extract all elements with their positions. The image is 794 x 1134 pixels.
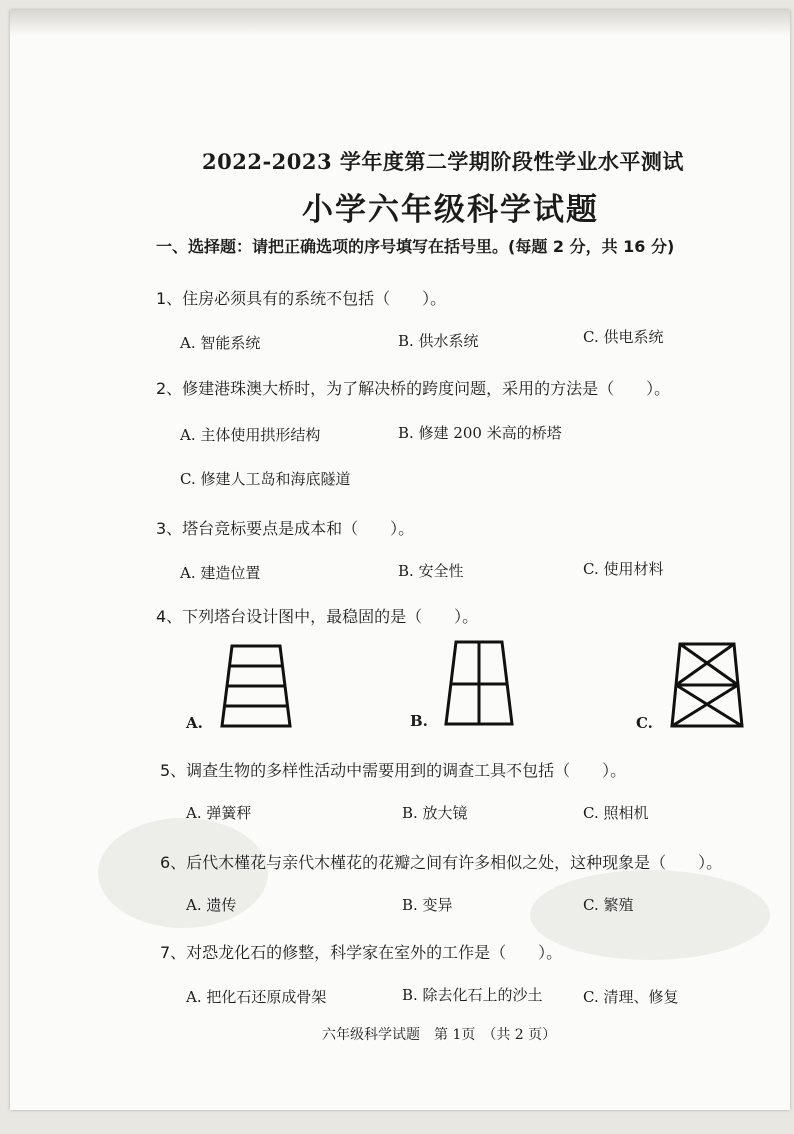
q4-option-c-label: C. (636, 714, 653, 732)
q2-option-a: A. 主体使用拱形结构 (180, 426, 321, 444)
question-3: 3、塔台竞标要点是成本和（ ）。 (156, 519, 415, 538)
paper-smudge (530, 870, 770, 960)
page-footer: 六年级科学试题 第 1页 （共 2 页） (322, 1027, 557, 1043)
q1-option-b: B. 供水系统 (398, 332, 479, 350)
q7-option-a: A. 把化石还原成骨架 (186, 988, 327, 1006)
tower-braced-frame-figure (666, 640, 748, 730)
q4-option-b-label: B. (410, 712, 428, 730)
question-2: 2、修建港珠澳大桥时，为了解决桥的跨度问题，采用的方法是（ ）。 (156, 379, 671, 398)
question-1: 1、住房必须具有的系统不包括（ ）。 (156, 289, 447, 308)
question-4: 4、下列塔台设计图中，最稳固的是（ ）。 (156, 607, 479, 626)
tower-cross-frame-figure (438, 638, 520, 728)
q5-option-b: B. 放大镜 (402, 804, 468, 822)
q3-option-b: B. 安全性 (398, 562, 464, 580)
q6-option-c: C. 繁殖 (583, 896, 634, 914)
q2-option-b: B. 修建 200 米高的桥塔 (398, 424, 562, 442)
subject-title: 小学六年级科学试题 (302, 192, 599, 228)
question-7: 7、对恐龙化石的修整，科学家在室外的工作是（ ）。 (160, 943, 563, 962)
paper-smudge (98, 818, 268, 928)
q6-option-b: B. 变异 (402, 896, 453, 914)
q1-option-a: A. 智能系统 (180, 334, 261, 352)
q3-option-c: C. 使用材料 (583, 560, 664, 578)
q7-option-c: C. 清理、修复 (583, 988, 679, 1006)
q5-option-c: C. 照相机 (583, 804, 649, 822)
q2-option-c: C. 修建人工岛和海底隧道 (180, 470, 351, 488)
q1-option-c: C. 供电系统 (583, 328, 664, 346)
exam-title: 2022-2023 学年度第二学期阶段性学业水平测试 (202, 149, 684, 174)
section-heading: 一、选择题：请把正确选项的序号填写在括号里。(每题 2 分，共 16 分) (156, 237, 675, 256)
q6-option-a: A. 遗传 (186, 896, 237, 914)
q3-option-a: A. 建造位置 (180, 564, 261, 582)
q5-option-a: A. 弹簧秤 (186, 804, 252, 822)
question-5: 5、调查生物的多样性活动中需要用到的调查工具不包括（ ）。 (160, 761, 627, 780)
tower-horizontal-bars-figure (216, 642, 296, 730)
question-6: 6、后代木槿花与亲代木槿花的花瓣之间有许多相似之处，这种现象是（ ）。 (160, 853, 723, 872)
q4-option-a-label: A. (186, 714, 203, 732)
q7-option-b: B. 除去化石上的沙土 (402, 986, 543, 1004)
scan-shadow (10, 10, 790, 36)
exam-page (10, 10, 790, 1110)
